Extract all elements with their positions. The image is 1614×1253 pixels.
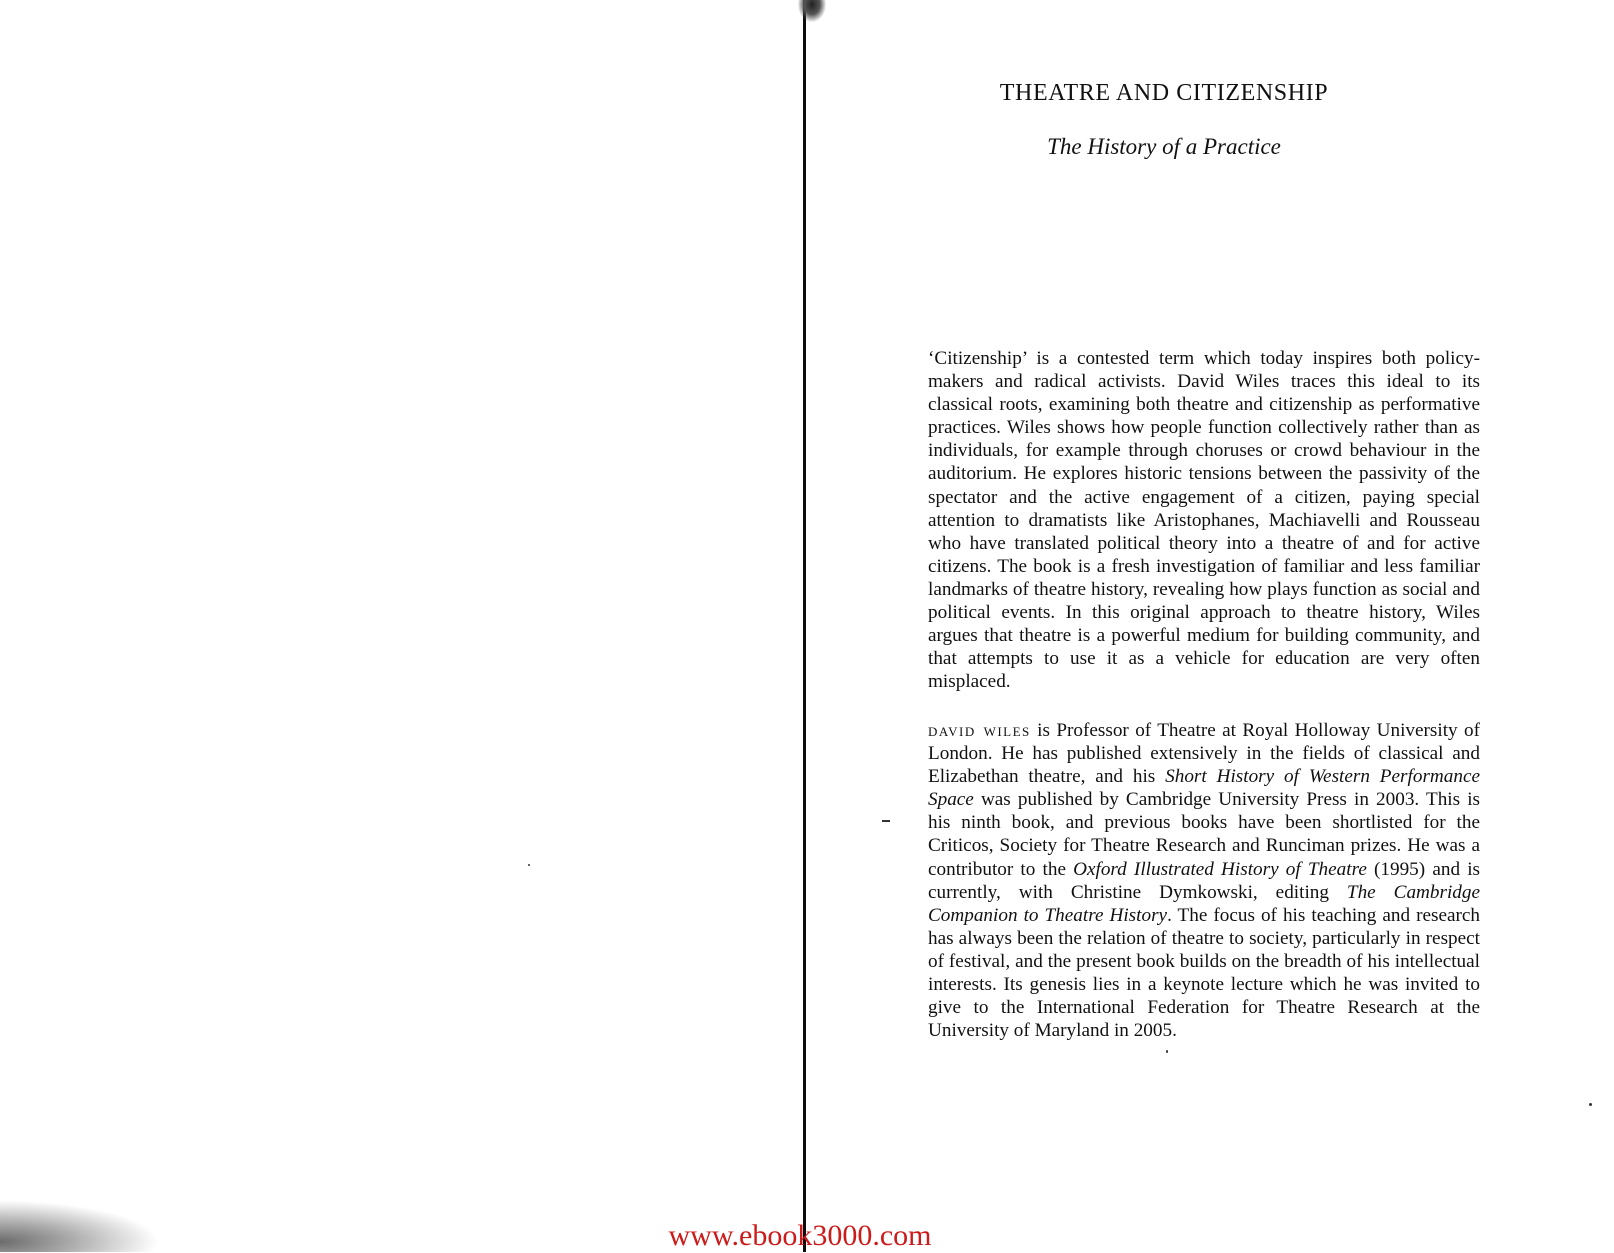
book-subtitle: The History of a Practice: [1047, 134, 1281, 159]
author-name: david wiles: [928, 720, 1031, 741]
bio-text: was published by Cambridge University Press in 2003. This is his ninth book, and previous books have been shortlisted for the Criticos, Society for Theatre Research and Runciman prizes. He was a contributor to the: [928, 789, 1480, 880]
scan-speck: [1589, 1103, 1592, 1106]
book-reference: The Cambridge Companion to Theatre History: [928, 881, 1480, 926]
spine-ink-blot: [798, 0, 826, 22]
book-title: THEATRE AND CITIZENSHIP: [999, 80, 1329, 106]
book-blurb: ‘Citizenship’ is a contested term which today inspires both policy-makers and radical activists. David Wiles traces this ideal to its classical roots, examining both theatre and citizenship as performative practices. Wiles shows how people function collectively rather than as individuals, for example through choruses or crowd behaviour in the auditorium. He explores historic tensions between the passivity of the spectator and the active engagement of a citizen, paying special attention to dramatists like Aristophanes, Machiavelli and Rousseau who have translated political theory into a theatre of and for active citizens. The book is a fresh investigation of familiar and less familiar landmarks of theatre history, revealing how plays function as social and political events. In this original approach to theatre history, Wiles argues that theatre is a powerful medium for building community, and that attempts to use it as a vehicle for education are very often misplaced.: [928, 348, 1480, 693]
author-bio: [928, 719, 1480, 1042]
watermark-link[interactable]: www.ebook3000.com: [668, 1219, 932, 1252]
book-reference: Short History of Western Performance Space: [928, 766, 1480, 811]
bio-text: . The focus of his teaching and research has always been the relation of theatre to society, particularly in respect of festival, and the present book builds on the breadth of his intellectual interests. Its genesis lies in a keynote lecture which he was invited to give to the International Federation for Theatre Research at the University of Maryland in 2005.: [928, 904, 1480, 1042]
page-spine: [803, 0, 806, 1252]
bio-text: is Professor of Theatre at Royal Holloway University of London. He has published extensively in the fields of classical and Elizabethan theatre, and his: [928, 720, 1480, 788]
scan-corner-smudge: [0, 1200, 160, 1252]
book-reference: Oxford Illustrated History of Theatre: [1073, 858, 1367, 880]
scan-speck: [528, 864, 530, 866]
scan-margin-mark: [882, 820, 890, 822]
scan-speck: [1166, 1050, 1168, 1053]
bio-text: (1995) and is currently, with Christine Dymkowski, editing: [928, 858, 1480, 903]
